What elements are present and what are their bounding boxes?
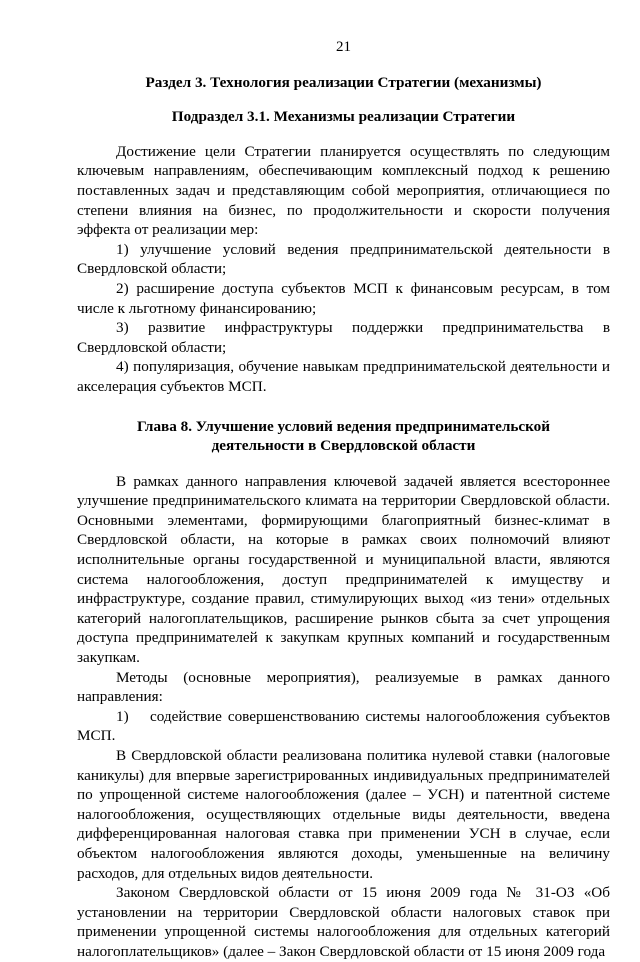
- measure-item-1: 1) улучшение условий ведения предпринимательской деятельности в Свердловской области;: [77, 240, 610, 278]
- chapter-title-line-2: деятельности в Свердловской области: [211, 437, 476, 455]
- measure-item-2: 2) расширение доступа субъектов МСП к финансовым ресурсам, в том числе к льготному финансированию;: [77, 279, 610, 317]
- document-page: [77, 38, 610, 962]
- method-item-1-number: 1): [116, 707, 129, 725]
- methods-paragraph: Методы (основные мероприятия), реализуемые в рамках данного направления:: [77, 668, 610, 706]
- page-number: 21: [336, 39, 351, 55]
- method-item-1: [77, 707, 610, 746]
- section-title: Раздел 3. Технология реализации Стратегии (механизмы): [145, 73, 542, 91]
- chapter-paragraph: В рамках данного направления ключевой задачей является всестороннее улучшение предпринимательского климата на территории Свердловской области. Основными элементами, формирующими благоприятный бизнес-климат в Свердловской области, на которые в рамках своих полномочий влияют исполнительные органы государственной и муниципальной власти, являются система налогообложения, доступ предпринимателей к имуществу и инфраструктуре, создание правил, стимулирующих выход «из тени» отдельных категорий налогоплательщиков, расширение рынков сбыта за счет упрощения доступа предпринимателей к закупкам крупных компаний и государственным закупкам.: [77, 472, 610, 667]
- measure-item-3: 3) развитие инфраструктуры поддержки предпринимательства в Свердловской области;: [77, 319, 610, 356]
- intro-paragraph: Достижение цели Стратегии планируется осуществлять по следующим ключевым направлениям, обеспечивающим комплексный подход к решению поставленных задач и представляющим собой мероприятия, отличающиеся по степени влияния на бизнес, по продолжительности и скорости получения эффекта от реализации мер:: [77, 142, 610, 239]
- subsection-title: Подраздел 3.1. Механизмы реализации Стратегии: [171, 108, 516, 126]
- law-paragraph: Законом Свердловской области от 15 июня 2009 года № 31-ОЗ «Об установлении на территории Свердловской области налоговых ставок при применении упрощенной системы налогообложения для отдельных категорий налогоплательщиков» (далее – Закон Свердловской области от 15 июня 2009 года: [77, 884, 610, 960]
- chapter-title: [77, 417, 610, 456]
- tax-paragraph: В Свердловской области реализована политика нулевой ставки (налоговые каникулы) для впервые зарегистрированных индивидуальных предпринимателей по упрощенной системе налогообложения (далее – УСН) и патентной системе налогообложения, осуществляющих отдельные виды деятельности, введена дифференцированная налоговая ставка при применении УСН в случае, если объектом налогообложения являются доходы, уменьшенные на величину расходов, для отдельных видов деятельности.: [77, 747, 610, 882]
- method-item-1-text: содействие совершенствованию системы налогообложения субъектов МСП.: [77, 707, 610, 745]
- measure-item-4: 4) популяризация, обучение навыкам предпринимательской деятельности и акселерация субъектов МСП.: [77, 358, 610, 395]
- chapter-title-line-1: Глава 8. Улучшение условий ведения предпринимательской: [136, 417, 551, 435]
